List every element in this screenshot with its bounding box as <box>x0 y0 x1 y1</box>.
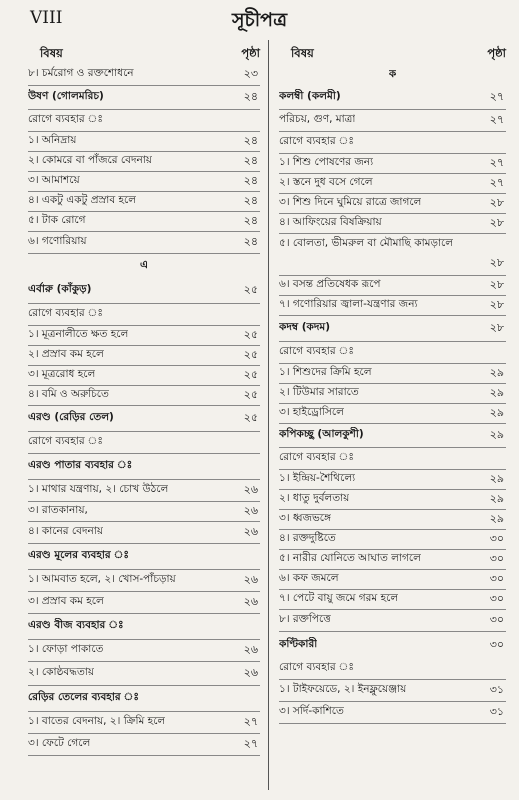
toc-entry <box>28 480 260 502</box>
toc-entry <box>28 570 260 592</box>
toc-entry <box>279 510 506 530</box>
entry-title: ৬। কফ জমলে <box>279 572 339 584</box>
toc-entry <box>279 470 506 490</box>
entry-title: ৩। শিশু দিনে ঘুমিয়ে রাত্রে জাগলে <box>279 196 422 208</box>
entry-title: রোগে ব্যবহার ঃ <box>279 661 354 673</box>
toc-entry <box>279 194 506 214</box>
entry-page: ২৯ <box>489 428 504 441</box>
entry-page: ২৭ <box>489 90 504 103</box>
entry-page: ২৬ <box>243 643 258 656</box>
toc-entry <box>28 386 260 406</box>
section-letter <box>28 254 260 278</box>
entry-page: ২৮ <box>489 321 504 334</box>
toc-entry <box>28 366 260 386</box>
entry-title: ১। অনিদ্রায় <box>28 134 77 146</box>
toc-entry <box>279 658 506 680</box>
toc-entry <box>28 64 260 86</box>
entry-page: ২৬ <box>243 525 258 538</box>
toc-entry <box>279 214 506 234</box>
toc-list <box>28 64 260 756</box>
entry-page: ২৬ <box>243 483 258 496</box>
entry-title: ৩। সর্দি-কাশিতে <box>279 705 344 717</box>
entry-title: ৩। হাইড্রোসিলে <box>279 406 344 418</box>
entry-page: ২৯ <box>489 386 504 399</box>
toc-entry <box>28 132 260 152</box>
entry-title: রেড়ির তেলের ব্যবহার ঃ <box>28 691 139 703</box>
subject-header: বিষয় <box>40 46 63 60</box>
entry-title: রোগে ব্যবহার ঃ <box>279 345 354 357</box>
entry-page: ২৭ <box>243 737 258 750</box>
entry-title: ১। টাইফয়েডে, ২। ইনফ্লুয়েঞ্জায় <box>279 683 407 695</box>
entry-page: ২৫ <box>243 411 258 424</box>
toc-entry <box>279 490 506 510</box>
toc-entry <box>28 346 260 366</box>
toc-entry <box>28 544 260 570</box>
entry-title: ৪। বমি ও অরুচিতে <box>28 388 109 400</box>
column-divider <box>268 40 269 790</box>
toc-entry <box>28 454 260 480</box>
entry-title: রোগে ব্যবহার ঃ <box>279 451 354 463</box>
entry-title: ২। টিউমার সারাতে <box>279 386 359 398</box>
entry-title: ২। প্রস্রাব কম হলে <box>28 348 104 360</box>
entry-title: ৩। প্রস্রাব কম হলে <box>28 595 104 607</box>
entry-page: ২৯ <box>489 512 504 525</box>
toc-entry <box>28 110 260 132</box>
entry-title: ১। ইন্দ্রিয়-শৈথিল্যে <box>279 472 356 484</box>
toc-entry <box>279 110 506 132</box>
toc-entry <box>28 192 260 212</box>
toc-entry <box>28 614 260 640</box>
toc-entry <box>28 212 260 232</box>
entry-page: ৩০ <box>489 592 504 605</box>
entry-page: ২৭ <box>489 176 504 189</box>
entry-title: এরণ্ড বীজ ব্যবহার ঃ <box>28 619 124 631</box>
toc-left-column <box>28 42 260 756</box>
entry-title: ৪। রক্তদুষ্টিতে <box>279 532 336 544</box>
entry-title: এরণ্ড মূলের ব্যবহার ঃ <box>28 549 130 561</box>
toc-entry <box>279 404 506 424</box>
entry-page: ২৫ <box>243 328 258 341</box>
toc-entry <box>28 326 260 346</box>
entry-page: ২৫ <box>243 368 258 381</box>
toc-entry <box>28 662 260 686</box>
entry-title: ২। ধাতু দুর্বলতায় <box>279 492 350 504</box>
entry-page: ২৫ <box>243 388 258 401</box>
entry-title: ৫। বোলতা, ভীমরুল বা মৌমাছি কামড়ালে <box>279 237 454 249</box>
entry-title: ১। শিশুদের ক্রিমি হলে <box>279 366 372 378</box>
entry-page: ২৯ <box>489 492 504 505</box>
entry-title: ৫। নারীর যোনিতে আঘাত লাগলে <box>279 552 421 564</box>
toc-header <box>28 42 260 64</box>
entry-page: ২৪ <box>243 235 258 248</box>
toc-entry <box>279 364 506 384</box>
toc-entry <box>28 172 260 192</box>
toc-entry <box>28 304 260 326</box>
entry-page: ২৭ <box>243 715 258 728</box>
entry-title: ১। মূত্রনালীতে ক্ষত হলে <box>28 328 129 340</box>
entry-title: উষণ (গোলমরিচ) <box>28 90 104 102</box>
entry-title: ৭। পেটে বায়ু জমে গরম হলে <box>279 592 399 604</box>
entry-title: ৮। রক্তপিত্তে <box>279 613 331 625</box>
entry-title: ৫। টাক রোগে <box>28 214 86 226</box>
entry-title: ৩। আমাশয়ে <box>28 174 80 186</box>
entry-title: কলম্বী (কলমী) <box>279 90 341 102</box>
entry-title: ৮। চর্মরোগ ও রক্তশোধনে <box>28 67 134 79</box>
entry-page: ২৮ <box>489 216 504 229</box>
entry-page: ২৬ <box>243 595 258 608</box>
entry-page: ২৭ <box>489 113 504 126</box>
entry-page: ২৮ <box>489 278 504 291</box>
entry-page: ২৮ <box>489 256 504 269</box>
entry-page: ২৪ <box>243 194 258 207</box>
toc-entry <box>279 234 506 276</box>
subject-header: বিষয় <box>291 46 314 60</box>
toc-entry <box>28 640 260 662</box>
entry-title: কপিকচ্ছু (আলকুশী) <box>279 428 364 440</box>
entry-page: ২৬ <box>243 573 258 586</box>
entry-title: রোগে ব্যবহার ঃ <box>28 435 103 447</box>
entry-title: রোগে ব্যবহার ঃ <box>28 113 103 125</box>
toc-entry <box>28 152 260 172</box>
toc-entry <box>279 296 506 316</box>
entry-page: ৩০ <box>489 552 504 565</box>
entry-page: ৩১ <box>489 683 504 696</box>
entry-page: ২৯ <box>489 406 504 419</box>
entry-page: ২৪ <box>243 134 258 147</box>
toc-entry <box>279 132 506 154</box>
entry-title: রোগে ব্যবহার ঃ <box>279 135 354 147</box>
entry-title: ২। কোষ্ঠবদ্ধতায় <box>28 666 95 678</box>
entry-title: ১। আমবাত হলে, ২। খোস-পাঁচড়ায় <box>28 573 176 585</box>
entry-title: ১। বাতের বেদনায়, ২। ক্রিমি হলে <box>28 715 166 727</box>
toc-entry <box>28 278 260 304</box>
toc-entry <box>279 448 506 470</box>
entry-title: ৩। ফেটে গেলে <box>28 737 91 749</box>
toc-entry <box>279 316 506 342</box>
toc-entry <box>28 86 260 110</box>
toc-entry <box>279 530 506 550</box>
entry-title: কণ্টিকারী <box>279 637 318 650</box>
entry-title: এ <box>140 258 148 271</box>
page-title: সূচীপত্র <box>231 9 288 31</box>
entry-page: ২৪ <box>243 154 258 167</box>
entry-title: ৩। রাতকানায়, <box>28 504 88 516</box>
entry-page: ২৪ <box>243 174 258 187</box>
toc-entry <box>279 342 506 364</box>
toc-entry <box>279 86 506 110</box>
entry-title: এরণ্ড পাতার ব্যবহার ঃ <box>28 459 133 471</box>
entry-page: ২৬ <box>243 666 258 679</box>
toc-entry <box>28 686 260 712</box>
entry-title: ক <box>388 67 397 80</box>
entry-title: ২। কোমরে বা পাঁজরে বেদনায় <box>28 154 152 166</box>
entry-page: ৩০ <box>489 613 504 626</box>
entry-page: ২৭ <box>489 156 504 169</box>
toc-header <box>279 42 506 64</box>
entry-title: পরিচয়, গুণ, মাত্রা <box>279 113 356 125</box>
toc-entry <box>28 592 260 614</box>
entry-page: ৩০ <box>489 532 504 545</box>
entry-page: ২৩ <box>243 67 258 80</box>
toc-entry <box>28 522 260 544</box>
entry-title: ১। শিশু পোষণের জন্য <box>279 156 374 168</box>
entry-page: ২৯ <box>489 366 504 379</box>
entry-title: ৪। আফিংয়ের বিষক্রিয়ায় <box>279 216 382 228</box>
entry-page: ২৫ <box>243 348 258 361</box>
entry-page: ২৬ <box>243 504 258 517</box>
entry-page: ২৪ <box>243 214 258 227</box>
entry-title: ৬। গণোরিয়ায় <box>28 235 87 247</box>
toc-entry <box>279 550 506 570</box>
entry-title: ৪। একটু একটু প্রস্রাব হলে <box>28 194 137 206</box>
toc-entry <box>279 702 506 724</box>
entry-page: ৩০ <box>489 637 504 651</box>
page-header: পৃষ্ঠা <box>241 46 260 60</box>
toc-entry <box>279 680 506 702</box>
toc-entry <box>279 384 506 404</box>
entry-title: ৬। বসন্ত প্রতিষেধক রূপে <box>279 278 381 290</box>
toc-entry <box>279 154 506 174</box>
entry-page: ৩১ <box>489 705 504 718</box>
entry-title: কদম্ব (কদম) <box>279 321 330 333</box>
toc-entry <box>279 276 506 296</box>
entry-page: ২৯ <box>489 472 504 485</box>
toc-entry <box>28 734 260 756</box>
toc-entry <box>279 610 506 632</box>
toc-entry <box>28 712 260 734</box>
toc-entry <box>28 406 260 432</box>
toc-right-column <box>279 42 506 724</box>
entry-title: ৩। ধ্বজভঙ্গে <box>279 512 331 524</box>
entry-title: ১। মাথার যন্ত্রণায়, ২। চোখ উঠলে <box>28 483 169 495</box>
page-header: পৃষ্ঠা <box>487 46 506 60</box>
toc-entry <box>28 232 260 254</box>
entry-page: ২৮ <box>489 196 504 209</box>
entry-title: রোগে ব্যবহার ঃ <box>28 307 103 319</box>
entry-page: ২৮ <box>489 298 504 311</box>
entry-title: ৩। মূত্ররোধ হলে <box>28 368 96 380</box>
entry-title: এর্বারু (কাঁকুড়) <box>28 283 92 295</box>
entry-title: ২। স্তনে দুধ বসে গেলে <box>279 176 373 188</box>
entry-title: এরণ্ড (রেড়ির তেল) <box>28 411 114 423</box>
toc-entry <box>279 590 506 610</box>
entry-page: ৩০ <box>489 572 504 585</box>
toc-entry <box>279 570 506 590</box>
toc-entry <box>279 174 506 194</box>
toc-entry <box>28 432 260 454</box>
toc-entry <box>28 502 260 522</box>
section-letter <box>279 64 506 86</box>
entry-title: ১। ফোড়া পাকাতে <box>28 643 104 655</box>
entry-page: ২৪ <box>243 90 258 103</box>
entry-title: ৪। কানের বেদনায় <box>28 525 104 537</box>
toc-entry <box>279 632 506 658</box>
entry-page: ২৫ <box>243 283 258 296</box>
toc-entry <box>279 424 506 448</box>
page-number: VIII <box>30 8 63 28</box>
toc-list <box>279 64 506 724</box>
entry-title: ৭। গণোরিয়ার জ্বালা-যন্ত্রণার জন্য <box>279 298 418 310</box>
